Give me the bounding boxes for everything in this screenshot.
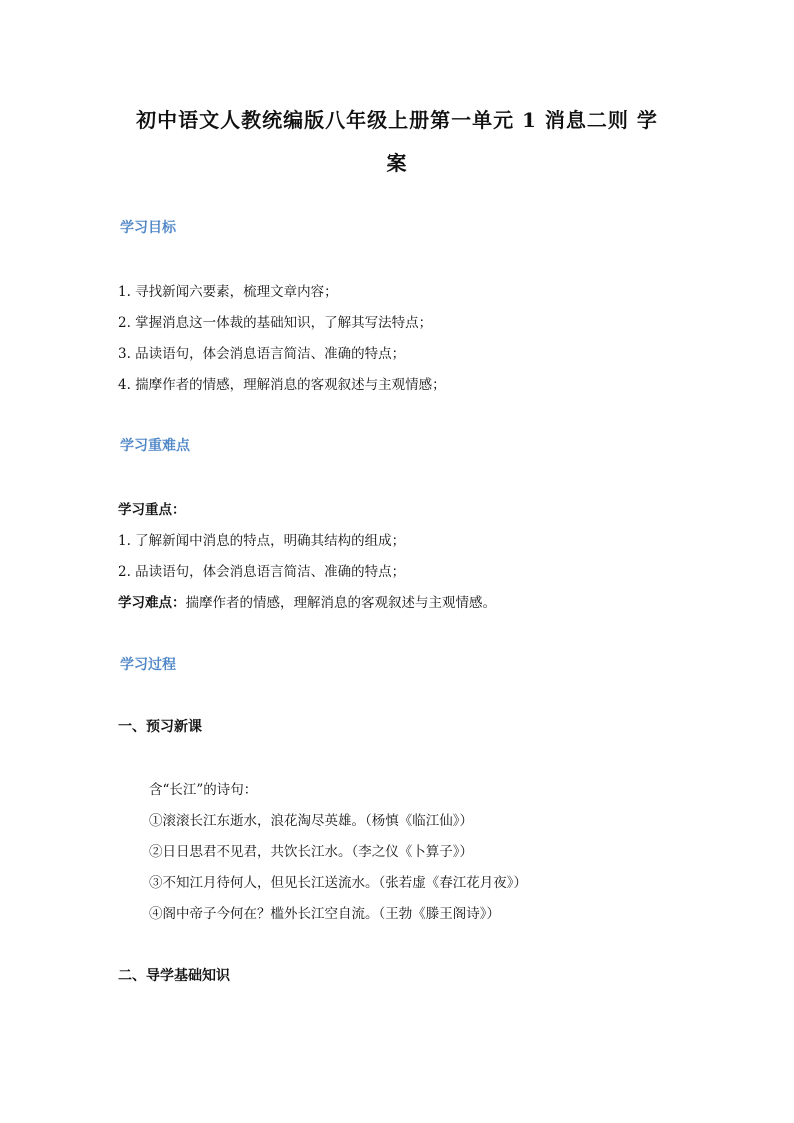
difficulty-text: 揣摩作者的情感，理解消息的客观叙述与主观情感。 (185, 595, 496, 611)
focus-label: 学习重点： (118, 502, 186, 518)
difficulty-label: 学习难点： (118, 595, 186, 611)
objectives-heading: 学习目标 (120, 220, 176, 236)
objective-item-1: 1. 寻找新闻六要素，梳理文章内容； (118, 284, 338, 300)
process-heading: 学习过程 (120, 657, 176, 673)
poem-line-4: ④阁中帝子今何在？槛外长江空自流。（王勃《滕王阁诗》） (149, 906, 500, 922)
objective-item-4: 4. 揣摩作者的情感，理解消息的客观叙述与主观情感； (118, 377, 446, 393)
poem-line-1: ①滚滚长江东逝水，浪花淘尽英雄。（杨慎《临江仙》） (149, 813, 473, 829)
document-title-line-2: 案 (386, 151, 408, 175)
document-title-line-1: 初中语文人教统编版八年级上册第一单元 1 消息二则 学 (136, 108, 658, 132)
poem-line-2: ②日日思君不见君，共饮长江水。（李之仪《卜算子》） (149, 844, 473, 860)
part-one-heading: 一、预习新课 (118, 719, 202, 735)
part-two-heading: 二、导学基础知识 (118, 968, 230, 984)
poem-intro: 含“长江”的诗句： (149, 782, 258, 798)
focus-item-1: 1. 了解新闻中消息的特点，明确其结构的组成； (118, 533, 406, 549)
poem-line-3: ③不知江月待何人，但见长江送流水。（张若虚《春江花月夜》） (149, 875, 527, 891)
objective-item-2: 2. 掌握消息这一体裁的基础知识，了解其写法特点； (118, 315, 433, 331)
difficulty-line (118, 591, 496, 611)
objective-item-3: 3. 品读语句，体会消息语言简洁、准确的特点； (118, 346, 406, 362)
focus-item-2: 2. 品读语句，体会消息语言简洁、准确的特点； (118, 564, 406, 580)
key-points-heading: 学习重难点 (120, 438, 190, 454)
